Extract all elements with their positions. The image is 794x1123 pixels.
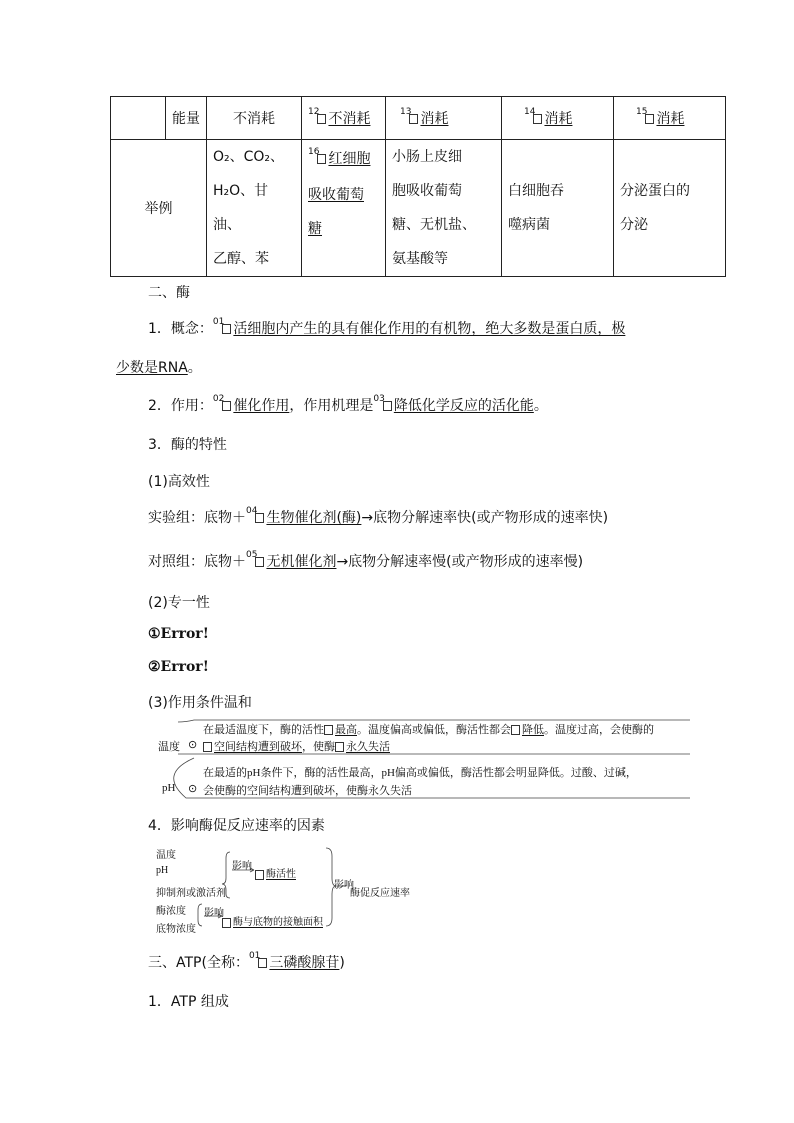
error-line-2: ②Error! (148, 659, 209, 675)
reaction-rate: 酶促反应速率 (350, 888, 410, 899)
atp-composition-heading: 1．ATP 组成 (148, 994, 229, 1010)
concept-line-1: 1．概念：$^{01}$ 活细胞内产生的具有催化作用的有机物，绝大多数是蛋白质，极 (148, 317, 626, 337)
number-box-icon (324, 725, 333, 735)
specificity-heading: (2)专一性 (148, 595, 210, 611)
table-label-energy: 能量 (166, 97, 207, 140)
ph-bullet-icon: ⊙ (188, 783, 198, 795)
table-row-energy (111, 97, 726, 140)
affect-label: 影响 (334, 880, 354, 891)
mild-conditions-heading: (3)作用条件温和 (148, 695, 252, 711)
enzyme-activity: 酶活性 (255, 865, 296, 880)
table-cell: $^{15}$ 消耗 (614, 97, 726, 140)
temp-line-1: 在最适温度下，酶的活性 最高。温度偏高或偏低，酶活性都会 降低。温度过高，会使酶的 (203, 724, 654, 736)
concept-line-2: 少数是RNA。 (116, 360, 202, 376)
section-heading-enzyme: 二、酶 (148, 285, 190, 301)
temp-line-2: 空间结构遭到破坏，使酶 永久失活 (203, 738, 390, 754)
number-box-icon (255, 870, 264, 880)
number-box-icon (335, 742, 344, 752)
affect-label: 影响 (204, 908, 224, 919)
table-cell: $^{12}$ 不消耗 (302, 97, 386, 140)
table-row-example (111, 140, 726, 277)
factor-input: 温度 (156, 850, 176, 861)
factor-input: pH (156, 865, 169, 876)
contact-area: 酶与底物的接触面积 (222, 913, 323, 928)
table-cell: 小肠上皮细 胞吸收葡萄 糖、无机盐、 氨基酸等 (386, 140, 502, 277)
experiment-line: 实验组：底物＋$^{04}$ 生物催化剂(酶)→底物分解速率快(或产物形成的速率快) (148, 506, 609, 526)
number-box-icon (222, 918, 231, 928)
number-box-icon (203, 742, 212, 752)
control-line: 对照组：底物＋$^{05}$ 无机催化剂→底物分解速率慢(或产物形成的速率慢) (148, 550, 584, 570)
table-cell: 白细胞吞 噬病菌 (502, 140, 614, 277)
temp-bullet-icon: ⊙ (188, 739, 198, 751)
factor-input: 酶浓度 (156, 906, 186, 917)
ph-label: pH (162, 782, 176, 794)
factor-input: 抑制剂或激活剂 (156, 888, 226, 899)
table-cell: $^{16}$ 红细胞 吸收葡萄 糖 (302, 140, 386, 277)
table-cell: O₂、CO₂、 H₂O、甘油、 乙醇、苯 (207, 140, 302, 277)
atp-heading: 三、ATP(全称：$^{01}$ 三磷酸腺苷) (148, 951, 345, 971)
table-cell: $^{14}$ 消耗 (502, 97, 614, 140)
efficiency-heading: (1)高效性 (148, 474, 210, 490)
table-cell: $^{13}$ 消耗 (386, 97, 502, 140)
table-cell: 不消耗 (207, 97, 302, 140)
table-cell: 分泌蛋白的 分泌 (614, 140, 726, 277)
ph-line-2: 会使酶的空间结构遭到破坏，使酶永久失活 (203, 785, 412, 797)
function-line: 2．作用：$^{02}$ 催化作用，作用机理是$^{03}$ 降低化学反应的活化能。 (148, 394, 548, 414)
factor-input: 底物浓度 (156, 924, 196, 935)
temp-label: 温度 (158, 741, 180, 753)
error-line-1: ①Error! (148, 626, 209, 642)
affect-label: 影响 (232, 861, 252, 872)
properties-heading: 3．酶的特性 (148, 437, 227, 453)
table-label-example: 举例 (111, 140, 207, 277)
factors-heading: 4．影响酶促反应速率的因素 (148, 818, 325, 834)
ph-line-1: 在最适的pH条件下，酶的活性最高，pH偏高或偏低，酶活性都会明显降低。过酸、过碱， (203, 767, 637, 779)
transport-table (110, 96, 726, 277)
table-cell-empty (111, 97, 166, 140)
number-box-icon (511, 725, 520, 735)
